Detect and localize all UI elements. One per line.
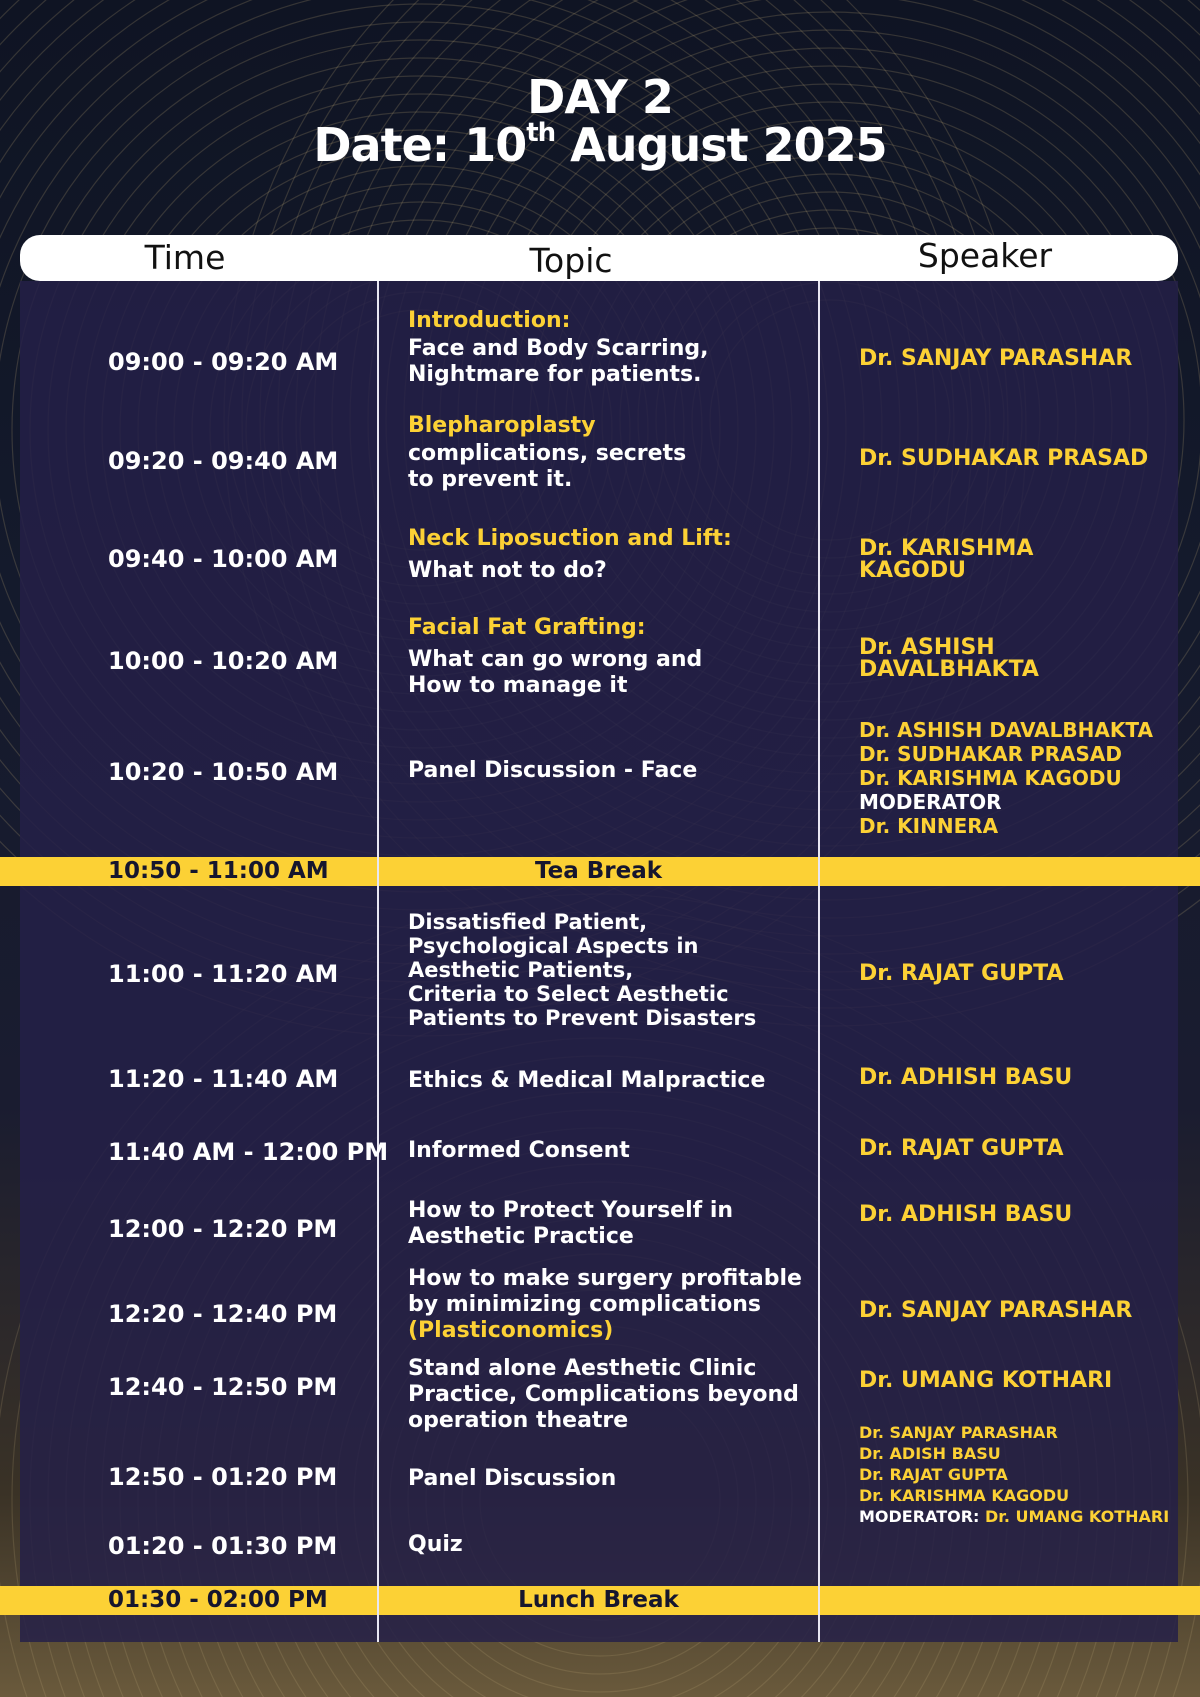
speaker-name: Dr. SANJAY PARASHAR	[859, 1423, 1058, 1442]
day-heading: DAY 2	[527, 70, 673, 124]
topic-highlight: (Plasticonomics)	[408, 1318, 614, 1343]
session-topic	[408, 758, 803, 784]
session-time: 11:40 AM - 12:00 PM	[108, 1138, 389, 1166]
session-time: 01:20 - 01:30 PM	[108, 1532, 338, 1560]
speaker-name: Dr. SANJAY PARASHAR	[859, 346, 1133, 371]
moderator-label: MODERATOR	[859, 790, 1002, 814]
session-speakers	[859, 348, 1179, 370]
speaker-name: Dr. RAJAT GUPTA	[859, 1136, 1064, 1161]
session-speakers	[859, 637, 1179, 681]
session-speakers	[859, 1067, 1179, 1089]
table-header	[20, 235, 1178, 281]
speaker-name: Dr. SANJAY PARASHAR	[859, 1298, 1133, 1323]
session-speakers	[859, 718, 1179, 838]
speaker-name: Dr. UMANG KOTHARI	[859, 1368, 1113, 1393]
session-time: 12:40 - 12:50 PM	[108, 1373, 338, 1401]
topic-line: Dissatisfied Patient,	[408, 910, 648, 934]
speaker-name: Dr. ADHISH BASU	[859, 1065, 1073, 1090]
speaker-name: Dr. ASHISH DAVALBHAKTA	[859, 718, 1153, 742]
session-topic	[408, 1198, 803, 1250]
break-time: 01:30 - 02:00 PM	[108, 1587, 328, 1613]
topic-line: Psychological Aspects in	[408, 934, 699, 958]
speaker-name: Dr. ADISH BASU	[859, 1444, 1001, 1463]
session-speakers	[859, 1138, 1179, 1160]
topic-line: What can go wrong and	[408, 647, 703, 672]
moderator-line	[859, 1506, 1179, 1527]
session-time: 12:50 - 01:20 PM	[108, 1463, 338, 1491]
moderator-name: Dr. KINNERA	[859, 814, 999, 838]
moderator-name: Dr. UMANG KOTHARI	[985, 1507, 1170, 1526]
break-label: Lunch Break	[518, 1587, 679, 1613]
break-label: Tea Break	[534, 858, 663, 884]
speaker-name: Dr. KARISHMA KAGODU	[859, 766, 1122, 790]
break-row	[0, 857, 1200, 886]
session-time: 09:20 - 09:40 AM	[108, 447, 339, 475]
session-time: 09:00 - 09:20 AM	[108, 348, 339, 376]
speaker-name: Dr. SUDHAKAR PRASAD	[859, 446, 1149, 471]
topic-line: What not to do?	[408, 558, 607, 583]
session-topic	[408, 308, 803, 388]
speaker-name: Dr. KARISHMA KAGODU	[859, 1486, 1070, 1505]
topic-line: Aesthetic Practice	[408, 1224, 634, 1249]
topic-line: How to make surgery profitable	[408, 1266, 802, 1291]
session-time: 12:00 - 12:20 PM	[108, 1215, 338, 1243]
session-speakers	[859, 1204, 1179, 1226]
session-speakers	[859, 448, 1179, 470]
column-divider-1	[377, 281, 379, 1642]
session-time: 10:20 - 10:50 AM	[108, 758, 339, 786]
session-topic	[408, 1068, 803, 1094]
topic-highlight: Facial Fat Grafting:	[408, 615, 646, 640]
session-time: 09:40 - 10:00 AM	[108, 545, 339, 573]
topic-line: Nightmare for patients.	[408, 362, 702, 387]
topic-highlight: Blepharoplasty	[408, 413, 596, 438]
topic-highlight: Introduction:	[408, 308, 571, 333]
topic-line: Face and Body Scarring,	[408, 336, 709, 361]
topic-line: by minimizing complications	[408, 1292, 762, 1317]
session-speakers	[859, 963, 1179, 985]
moderator-label: MODERATOR:	[859, 1507, 985, 1526]
session-topic	[408, 615, 803, 699]
session-topic	[408, 1466, 803, 1492]
speaker-name: Dr. KARISHMA	[859, 536, 1034, 561]
column-divider-2	[818, 281, 820, 1642]
topic-line: Aesthetic Patients,	[408, 958, 634, 982]
speaker-name: Dr. ADHISH BASU	[859, 1202, 1073, 1227]
session-topic	[408, 1138, 803, 1164]
session-speakers	[859, 1370, 1179, 1392]
topic-line: Patients to Prevent Disasters	[408, 1006, 757, 1030]
topic-line: Quiz	[408, 1532, 463, 1557]
topic-line: Ethics & Medical Malpractice	[408, 1068, 766, 1093]
break-row	[0, 1586, 1200, 1615]
session-time: 11:00 - 11:20 AM	[108, 960, 339, 988]
session-topic	[408, 1356, 803, 1434]
session-topic	[408, 1266, 803, 1344]
date-heading: Date: 10th August 2025	[313, 118, 887, 172]
session-speakers	[859, 1422, 1179, 1527]
session-topic	[408, 910, 803, 1030]
break-time: 10:50 - 11:00 AM	[108, 858, 329, 884]
speaker-name: DAVALBHAKTA	[859, 657, 1039, 682]
session-topic	[408, 526, 803, 584]
topic-line: Informed Consent	[408, 1138, 630, 1163]
speaker-name: Dr. RAJAT GUPTA	[859, 961, 1064, 986]
session-topic	[408, 1532, 803, 1558]
topic-line: How to manage it	[408, 673, 628, 698]
session-speakers	[859, 538, 1179, 582]
column-header-time: Time	[144, 238, 226, 277]
speaker-name: Dr. RAJAT GUPTA	[859, 1465, 1008, 1484]
session-time: 12:20 - 12:40 PM	[108, 1300, 338, 1328]
topic-line: Criteria to Select Aesthetic	[408, 982, 729, 1006]
session-speakers	[859, 1300, 1179, 1322]
session-topic	[408, 413, 803, 493]
speaker-name: Dr. ASHISH	[859, 635, 995, 660]
topic-line: operation theatre	[408, 1408, 629, 1433]
topic-line: How to Protect Yourself in	[408, 1198, 734, 1223]
speaker-name: KAGODU	[859, 558, 966, 583]
topic-line: Practice, Complications beyond	[408, 1382, 799, 1407]
topic-line: to prevent it.	[408, 467, 573, 492]
topic-line: complications, secrets	[408, 441, 687, 466]
topic-line: Panel Discussion - Face	[408, 758, 698, 783]
session-time: 10:00 - 10:20 AM	[108, 647, 339, 675]
column-header-speaker: Speaker	[917, 236, 1053, 275]
topic-line: Panel Discussion	[408, 1466, 617, 1491]
column-header-topic: Topic	[529, 241, 613, 280]
topic-line: Stand alone Aesthetic Clinic	[408, 1356, 757, 1381]
speaker-name: Dr. SUDHAKAR PRASAD	[859, 742, 1122, 766]
topic-highlight: Neck Liposuction and Lift:	[408, 526, 732, 551]
session-time: 11:20 - 11:40 AM	[108, 1065, 339, 1093]
